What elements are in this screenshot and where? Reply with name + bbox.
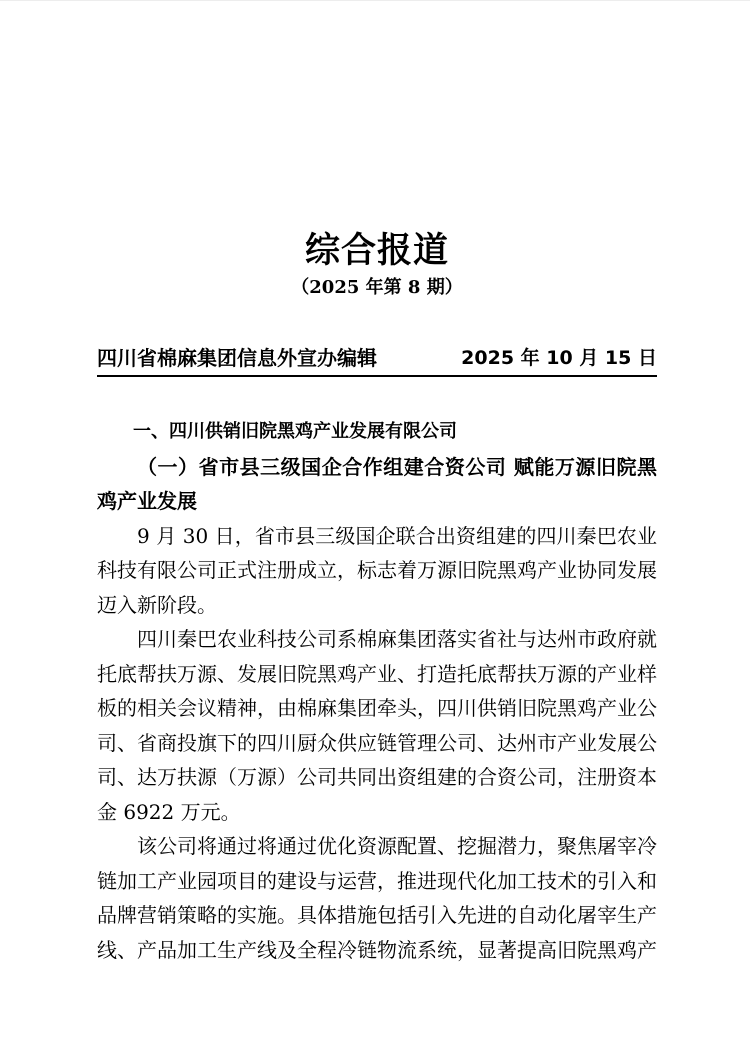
masthead-date: 2025 年 10 月 15 日 — [461, 347, 657, 369]
section-heading: 一、四川供销旧院黑鸡产业发展有限公司 — [133, 421, 457, 442]
report-title: 综合报道 — [304, 230, 449, 271]
issue-number: （2025 年第 8 期） — [291, 277, 463, 298]
document-body — [97, 415, 657, 967]
paragraph: 该公司将通过将通过优化资源配置、挖掘潜力，聚焦屠宰冷链加工产业园项目的建设与运营，推进现代化加工技术的引入和品牌营销策略的实施。具体措施包括引入先进的自动化屠宰生产线、产品加工生产线及全程冷链物流系统，显著提高旧院黑鸡产 — [97, 834, 657, 962]
masthead-row — [97, 345, 657, 377]
paragraph: 四川秦巴农业科技公司系棉麻集团落实省社与达州市政府就托底帮扶万源、发展旧院黑鸡产业、打造托底帮扶万源的产业样板的相关会议精神，由棉麻集团牵头，四川供销旧院黑鸡产业公司、省商投旗下的四川厨众供应链管理公司、达州市产业发展公司、达万扶源（万源）公司共同出资组建的合资公司，注册资本金 6922 万元。 — [97, 627, 657, 824]
masthead-editor: 四川省棉麻集团信息外宣办编辑 — [97, 346, 377, 370]
subsection-heading: （一）省市县三级国企合作组建合资公司 赋能万源旧院黑鸡产业发展 — [97, 454, 657, 513]
paragraph: 9 月 30 日，省市县三级国企联合出资组建的四川秦巴农业科技有限公司正式注册成立，标志着万源旧院黑鸡产业协同发展迈入新阶段。 — [97, 523, 657, 617]
page-content — [0, 1, 750, 1060]
